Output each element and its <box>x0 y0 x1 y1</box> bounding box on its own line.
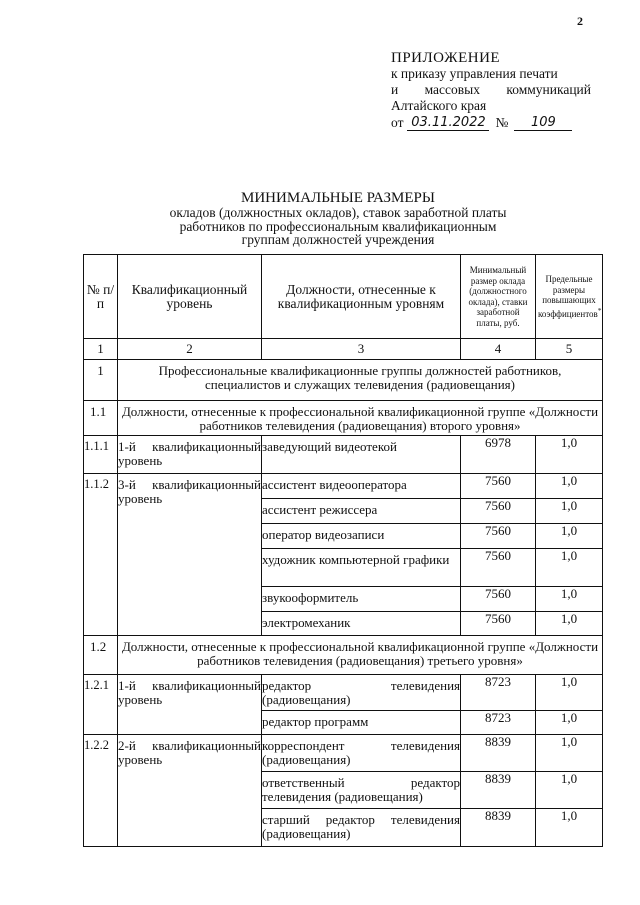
header-coef <box>536 255 603 339</box>
order-number-label: № <box>495 115 509 130</box>
position-name: электромеханик <box>262 612 461 636</box>
salary-value: 7560 <box>461 587 536 612</box>
qualification-level: 1-й квалификационный уровень <box>118 436 262 474</box>
qualification-level: 2-й квалификационный уровень <box>118 735 262 847</box>
group-description: Должности, отнесенные к профессиональной квалификационной группе «Должности работников телевидения (радиовещания) второго уровня» <box>118 401 603 436</box>
position-name: редактор телевидения (радиовещания) <box>262 675 461 711</box>
salary-value: 6978 <box>461 436 536 474</box>
salary-value: 7560 <box>461 524 536 549</box>
order-date: 03.11.2022 <box>407 116 489 131</box>
salary-value: 8723 <box>461 675 536 711</box>
column-number: 2 <box>118 339 262 360</box>
salary-value: 7560 <box>461 499 536 524</box>
column-number: 4 <box>461 339 536 360</box>
appendix-word-and: и <box>391 82 399 97</box>
header-positions: Должности, отнесенные к квалификационным уровням <box>262 255 461 339</box>
coefficient-value: 1,0 <box>536 809 603 847</box>
document-title <box>108 192 568 247</box>
coefficient-value: 1,0 <box>536 436 603 474</box>
column-number: 1 <box>84 339 118 360</box>
table-row <box>84 436 603 474</box>
position-name: ответственный редактор телевидения (радиовещания) <box>262 772 461 809</box>
column-numbers-row <box>84 339 603 360</box>
coefficient-value: 1,0 <box>536 711 603 735</box>
table-row <box>84 474 603 499</box>
level-code: 1.2.1 <box>84 675 118 735</box>
header-coef-text: Предельные размеры повышающих коэффициентов <box>538 274 598 319</box>
position-name: оператор видеозаписи <box>262 524 461 549</box>
title-main: МИНИМАЛЬНЫЕ РАЗМЕРЫ <box>241 190 435 206</box>
title-line-2: работников по профессиональным квалификационным <box>179 218 497 234</box>
position-name: ассистент режиссера <box>262 499 461 524</box>
level-code: 1.2.2 <box>84 735 118 847</box>
appendix-line-3: Алтайского края <box>391 98 487 113</box>
header-level: Квалификационный уровень <box>118 255 262 339</box>
salary-value: 8839 <box>461 809 536 847</box>
coefficient-value: 1,0 <box>536 772 603 809</box>
table-row <box>84 735 603 772</box>
order-number: 109 <box>514 116 572 131</box>
group-code: 1.1 <box>84 401 118 436</box>
appendix-line-1: к приказу управления печати <box>391 66 558 81</box>
salary-value: 8723 <box>461 711 536 735</box>
position-name: корреспондент телевидения (радиовещания) <box>262 735 461 772</box>
position-name: редактор программ <box>262 711 461 735</box>
header-num: № п/п <box>84 255 118 339</box>
position-name: ассистент видеооператора <box>262 474 461 499</box>
salary-value: 7560 <box>461 549 536 587</box>
qualification-level: 3-й квалификационный уровень <box>118 474 262 636</box>
salary-value: 8839 <box>461 772 536 809</box>
coefficient-value: 1,0 <box>536 735 603 772</box>
salary-table <box>83 254 603 847</box>
group-description: Должности, отнесенные к профессиональной квалификационной группе «Должности работников телевидения (радиовещания) третьего уровня» <box>118 636 603 675</box>
table-row <box>84 675 603 711</box>
appendix-word-communications: коммуникаций <box>506 82 591 97</box>
table-header-row <box>84 255 603 339</box>
group-code: 1 <box>84 360 118 401</box>
position-name: звукооформитель <box>262 587 461 612</box>
title-line-1: окладов (должностных окладов), ставок заработной платы <box>169 204 507 220</box>
coefficient-value: 1,0 <box>536 612 603 636</box>
group-code: 1.2 <box>84 636 118 675</box>
header-coef-footnote-mark: * <box>597 305 602 315</box>
qualification-level: 1-й квалификационный уровень <box>118 675 262 735</box>
group-description: Профессиональные квалификационные группы должностей работников, специалистов и служащих телевидения (радиовещания) <box>118 360 603 401</box>
appendix-block <box>391 50 591 131</box>
salary-value: 8839 <box>461 735 536 772</box>
position-name: старший редактор телевидения (радиовещания) <box>262 809 461 847</box>
title-line-3: группам должностей учреждения <box>241 232 435 248</box>
header-salary: Минимальный размер оклада (должностного оклада), ставки заработной платы, руб. <box>461 255 536 339</box>
coefficient-value: 1,0 <box>536 549 603 587</box>
salary-value: 7560 <box>461 474 536 499</box>
order-from-label: от <box>391 115 404 130</box>
position-name: художник компьютерной графики <box>262 549 461 587</box>
appendix-word-mass: массовых <box>424 82 480 97</box>
group-row-1-2 <box>84 636 603 675</box>
salary-value: 7560 <box>461 612 536 636</box>
coefficient-value: 1,0 <box>536 474 603 499</box>
coefficient-value: 1,0 <box>536 587 603 612</box>
coefficient-value: 1,0 <box>536 499 603 524</box>
coefficient-value: 1,0 <box>536 524 603 549</box>
position-name: заведующий видеотекой <box>262 436 461 474</box>
level-code: 1.1.1 <box>84 436 118 474</box>
group-row-1-1 <box>84 401 603 436</box>
column-number: 3 <box>262 339 461 360</box>
coefficient-value: 1,0 <box>536 675 603 711</box>
column-number: 5 <box>536 339 603 360</box>
page-number: 2 <box>577 14 583 28</box>
order-reference <box>391 115 591 131</box>
appendix-line-2 <box>391 82 591 98</box>
group-row-1 <box>84 360 603 401</box>
level-code: 1.1.2 <box>84 474 118 636</box>
appendix-title: ПРИЛОЖЕНИЕ <box>391 50 501 66</box>
